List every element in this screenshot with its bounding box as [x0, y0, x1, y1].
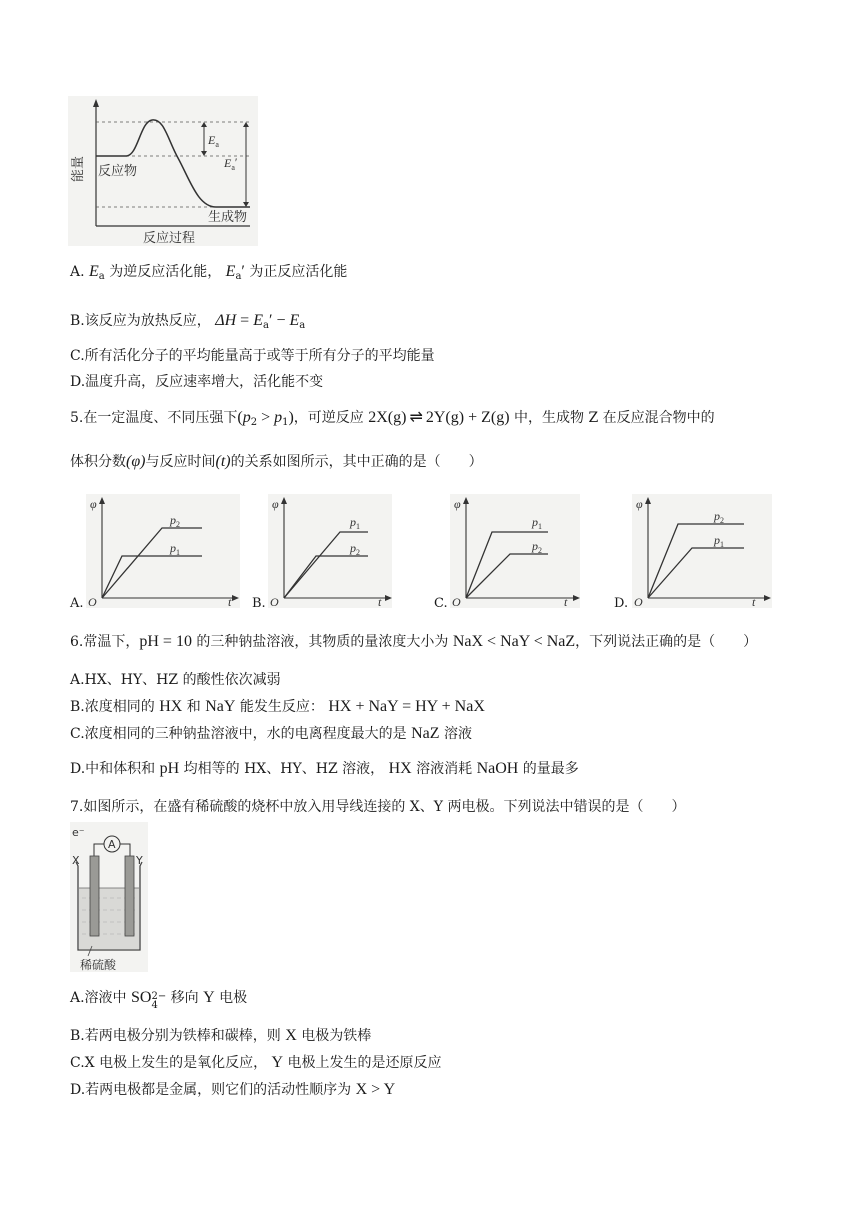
label-upper: $p_1$	[532, 515, 542, 531]
curve-lower	[466, 554, 548, 598]
graph-phi: φ	[454, 497, 461, 511]
graph-phi: φ	[636, 497, 643, 511]
label-upper: $p_1$	[350, 515, 360, 531]
label-lower: $p_2$	[350, 541, 360, 557]
q7-stem: 7.如图所示，在盛有稀硫酸的烧杯中放入用导线连接的 X、Y 两电极。下列说法中错误的是（ ）	[70, 799, 686, 815]
label-upper: $p_2$	[714, 509, 724, 525]
q4-option-a: A. $E_a$ 为逆反应活化能， $E_a'$ 为正反应活化能	[70, 263, 348, 282]
label-lower: $p_2$	[532, 539, 542, 555]
graph-a-option: A.	[70, 596, 84, 611]
graph-origin: O	[452, 595, 461, 608]
graph-origin: O	[634, 595, 643, 608]
curve-upper	[102, 528, 202, 598]
solution-label: 稀硫酸	[80, 958, 117, 972]
curve-lower	[648, 548, 744, 598]
graph-a	[86, 494, 240, 608]
q4-option-c: C.所有活化分子的平均能量高于或等于所有分子的平均能量	[70, 348, 435, 364]
graph-d	[632, 494, 772, 608]
electrode-y	[125, 856, 134, 936]
graph-origin: O	[88, 595, 97, 608]
label-upper: $p_2$	[170, 513, 180, 529]
curve-upper	[648, 524, 744, 598]
electrode-x-label: X	[72, 854, 80, 867]
q7-option-c: C.X 电极上发生的是氧化反应， Y 电极上发生的是还原反应	[70, 1054, 442, 1071]
q4-option-b: B.该反应为放热反应， $\Delta H = E_a' - E_a$	[70, 312, 306, 331]
graph-t: t	[378, 595, 382, 608]
electrolytic-cell-diagram	[70, 822, 148, 972]
q7-option-a: A.溶液中 SO2− 4 移向 Y 电极	[70, 989, 248, 1011]
curve-lower	[284, 556, 368, 598]
graph-phi: φ	[272, 497, 279, 511]
product-label: 生成物	[208, 210, 248, 225]
energy-ylabel: 能量	[71, 155, 86, 182]
q7-option-d: D.若两电极都是金属，则它们的活动性顺序为 X > Y	[70, 1081, 396, 1098]
ea-label: $E_a$	[208, 133, 219, 149]
q6-stem: 6.常温下，pH = 10 的三种钠盐溶液，其物质的量浓度大小为 NaX < NaY < NaZ，下列说法正确的是（ ）	[70, 633, 758, 650]
energy-xlabel: 反应过程	[143, 231, 196, 246]
electrode-x	[90, 856, 99, 936]
curve-lower	[102, 556, 202, 598]
q6-option-b: B.浓度相同的 HX 和 NaY 能发生反应： HX + NaY = HY + NaX	[70, 698, 485, 715]
q6-option-d: D.中和体积和 pH 均相等的 HX、HY、HZ 溶液， HX 溶液消耗 NaOH 的量最多	[70, 760, 579, 777]
graph-t: t	[564, 595, 568, 608]
electron-label: e⁻	[72, 826, 85, 839]
q6-option-a: A.HX、HY、HZ 的酸性依次减弱	[70, 672, 281, 688]
q4-option-d: D.温度升高，反应速率增大，活化能不变	[70, 374, 324, 390]
graph-origin: O	[270, 595, 279, 608]
energy-diagram	[68, 96, 258, 246]
q5-stem-line1: 5.在一定温度、不同压强下$(p_2 > p_1)$，可逆反应 2X(g) ⇌ 2Y(g) + Z(g) 中，生成物 Z 在反应混合物中的	[70, 409, 715, 428]
electrode-y-label: Y	[136, 854, 143, 867]
label-lower: $p_1$	[714, 533, 724, 549]
q7-option-b: B.若两电极分别为铁棒和碳棒，则 X 电极为铁棒	[70, 1027, 372, 1044]
q6-option-c: C.浓度相同的三种钠盐溶液中，水的电离程度最大的是 NaZ 溶液	[70, 725, 473, 742]
ammeter-label: A	[108, 838, 116, 851]
label-lower: $p_1$	[170, 541, 180, 557]
graph-phi: φ	[90, 497, 97, 511]
q5-stem-line2: 体积分数(φ)与反应时间(t)的关系如图所示，其中正确的是（ ）	[70, 453, 483, 470]
graph-b-option: B.	[252, 596, 266, 611]
graph-b	[268, 494, 392, 608]
graph-t: t	[228, 595, 232, 608]
graph-t: t	[752, 595, 756, 608]
graph-c	[450, 494, 580, 608]
graph-c-option: C.	[434, 596, 448, 611]
ea-prime-label: $E_a'$	[224, 155, 238, 172]
graph-d-option: D.	[614, 596, 629, 611]
reactant-label: 反应物	[98, 164, 138, 179]
